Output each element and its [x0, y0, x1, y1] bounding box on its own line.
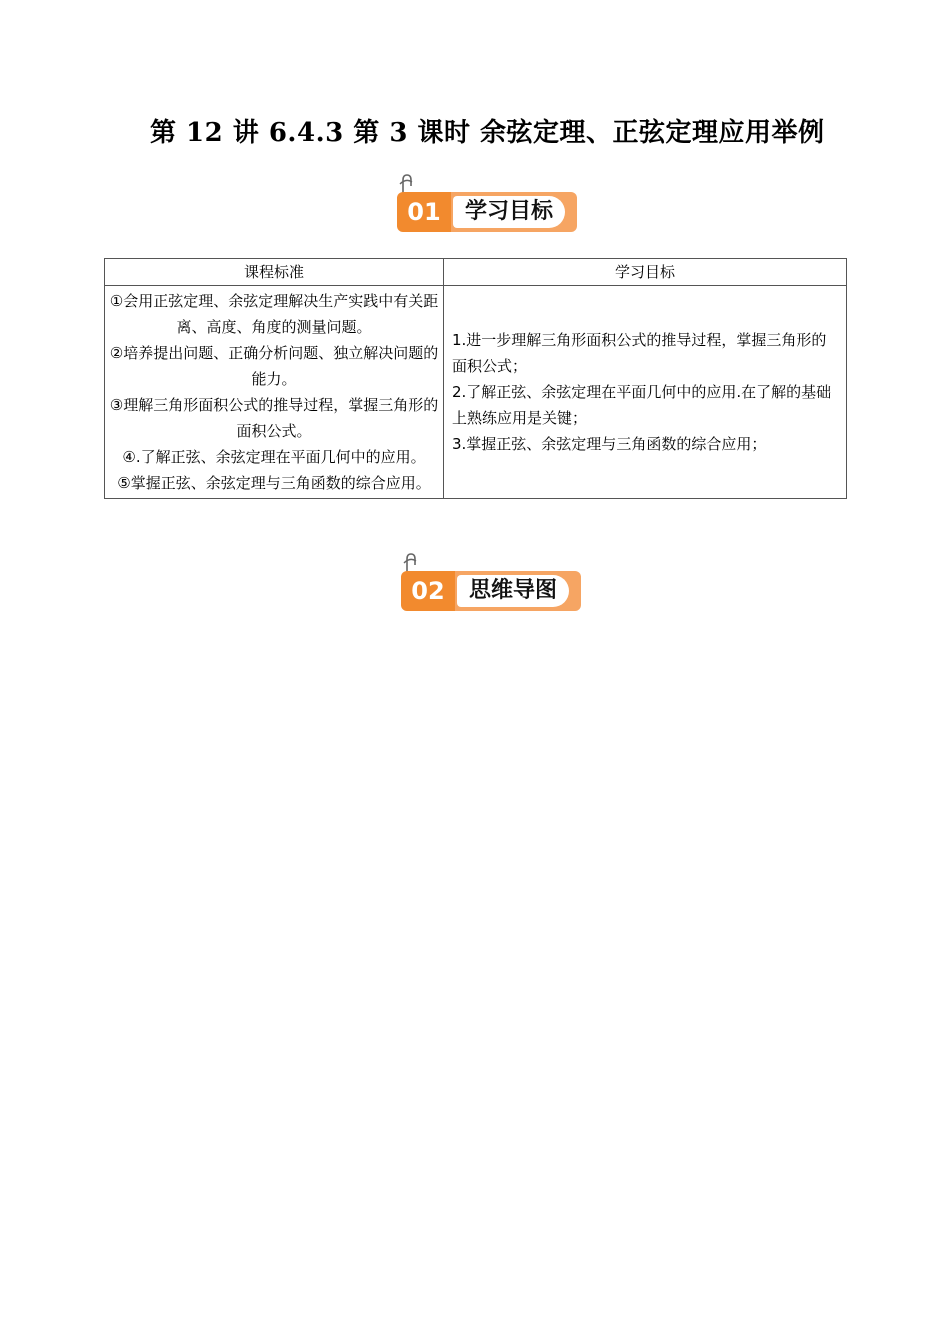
- section-label: 学习目标: [453, 196, 565, 228]
- standard-item: ③理解三角形面积公式的推导过程，掌握三角形的面积公式。: [109, 396, 439, 440]
- goal-item: 3.掌握正弦、余弦定理与三角函数的综合应用；: [452, 435, 767, 453]
- section-label-frame: [455, 571, 581, 611]
- section-label: 思维导图: [457, 575, 569, 607]
- table-row: [105, 286, 847, 499]
- goal-item: 2.了解正弦、余弦定理在平面几何中的应用.在了解的基础上熟练应用是关键；: [452, 383, 832, 427]
- standard-item: ②培养提出问题、正确分析问题、独立解决问题的能力。: [109, 344, 439, 388]
- standard-item: ①会用正弦定理、余弦定理解决生产实践中有关距离、高度、角度的测量问题。: [109, 292, 439, 336]
- goals-cell: [444, 286, 847, 499]
- section-label-frame: [451, 192, 577, 232]
- section-number: 02: [401, 571, 455, 611]
- header-learning-goals: 学习目标: [444, 259, 847, 286]
- goals-table: [104, 258, 847, 499]
- table-header-row: [105, 259, 847, 286]
- header-course-standard: 课程标准: [105, 259, 444, 286]
- standards-cell: [105, 286, 444, 499]
- goal-item: 1.进一步理解三角形面积公式的推导过程，掌握三角形的面积公式；: [452, 331, 827, 375]
- page-title: 第 12 讲 6.4.3 第 3 课时 余弦定理、正弦定理应用举例: [150, 118, 825, 148]
- standard-item: ④.了解正弦、余弦定理在平面几何中的应用。: [122, 448, 426, 466]
- section-number: 01: [397, 192, 451, 232]
- standard-item: ⑤掌握正弦、余弦定理与三角函数的综合应用。: [117, 474, 431, 492]
